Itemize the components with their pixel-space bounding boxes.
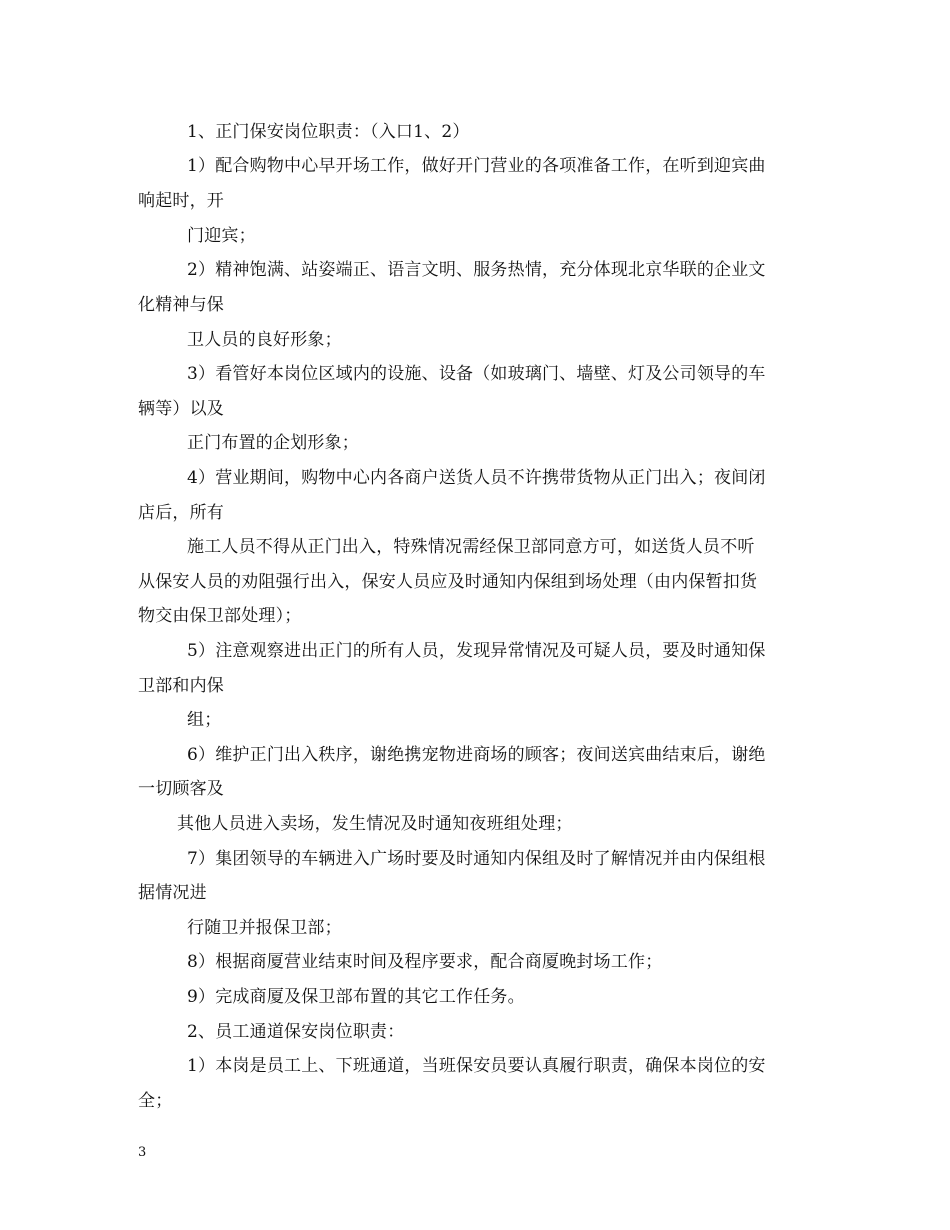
paragraph-line: 辆等）以及 (138, 399, 224, 419)
paragraph-line: 施工人员不得从正门出入，特殊情况需经保卫部同意方可，如送货人员不听 (187, 537, 755, 557)
paragraph-line: 6）维护正门出入秩序，谢绝携宠物进商场的顾客；夜间送宾曲结束后，谢绝 (187, 745, 766, 765)
paragraph-line: 7）集团领导的车辆进入广场时要及时通知内保组及时了解情况并由内保组根 (187, 849, 766, 869)
paragraph-line: 1）配合购物中心早开场工作，做好开门营业的各项准备工作，在听到迎宾曲 (187, 156, 766, 176)
paragraph-line: 据情况进 (138, 883, 207, 903)
paragraph-line: 9）完成商厦及保卫部布置的其它工作任务。 (187, 987, 525, 1007)
paragraph-line: 一切顾客及 (138, 779, 224, 799)
paragraph-line: 响起时，开 (138, 191, 224, 211)
paragraph-line: 1）本岗是员工上、下班通道，当班保安员要认真履行职责，确保本岗位的安 (187, 1056, 766, 1076)
paragraph-line: 4）营业期间，购物中心内各商户送货人员不许携带货物从正门出入；夜间闭 (187, 468, 766, 488)
paragraph-line: 2）精神饱满、站姿端正、语言文明、服务热情，充分体现北京华联的企业文 (187, 260, 766, 280)
paragraph-line: 3）看管好本岗位区域内的设施、设备（如玻璃门、墙壁、灯及公司领导的车 (187, 364, 766, 384)
heading-main-gate-duties: 1、正门保安岗位职责：（入口1、2） (187, 122, 470, 142)
paragraph-line: 其他人员进入卖场，发生情况及时通知夜班组处理； (177, 814, 573, 834)
paragraph-line: 店后，所有 (138, 503, 224, 523)
paragraph-line: 全； (138, 1091, 173, 1111)
paragraph-line: 正门布置的企划形象； (187, 433, 359, 453)
paragraph-line: 卫部和内保 (138, 676, 224, 696)
paragraph-line: 组； (187, 710, 222, 730)
paragraph-line: 从保安人员的劝阻强行出入，保安人员应及时通知内保组到场处理（由内保暂扣货 (138, 572, 758, 592)
paragraph-line: 门迎宾； (187, 226, 256, 246)
paragraph-line: 5）注意观察进出正门的所有人员，发现异常情况及可疑人员，要及时通知保 (187, 641, 766, 661)
paragraph-line: 化精神与保 (138, 295, 224, 315)
page-number: 3 (138, 1145, 147, 1160)
paragraph-line: 物交由保卫部处理）； (138, 606, 302, 626)
paragraph-line: 8）根据商厦营业结束时间及程序要求，配合商厦晚封场工作； (187, 952, 663, 972)
heading-staff-passage-duties: 2、员工通道保安岗位职责： (187, 1022, 405, 1042)
paragraph-line: 卫人员的良好形象； (187, 330, 342, 350)
paragraph-line: 行随卫并报保卫部； (187, 918, 342, 938)
